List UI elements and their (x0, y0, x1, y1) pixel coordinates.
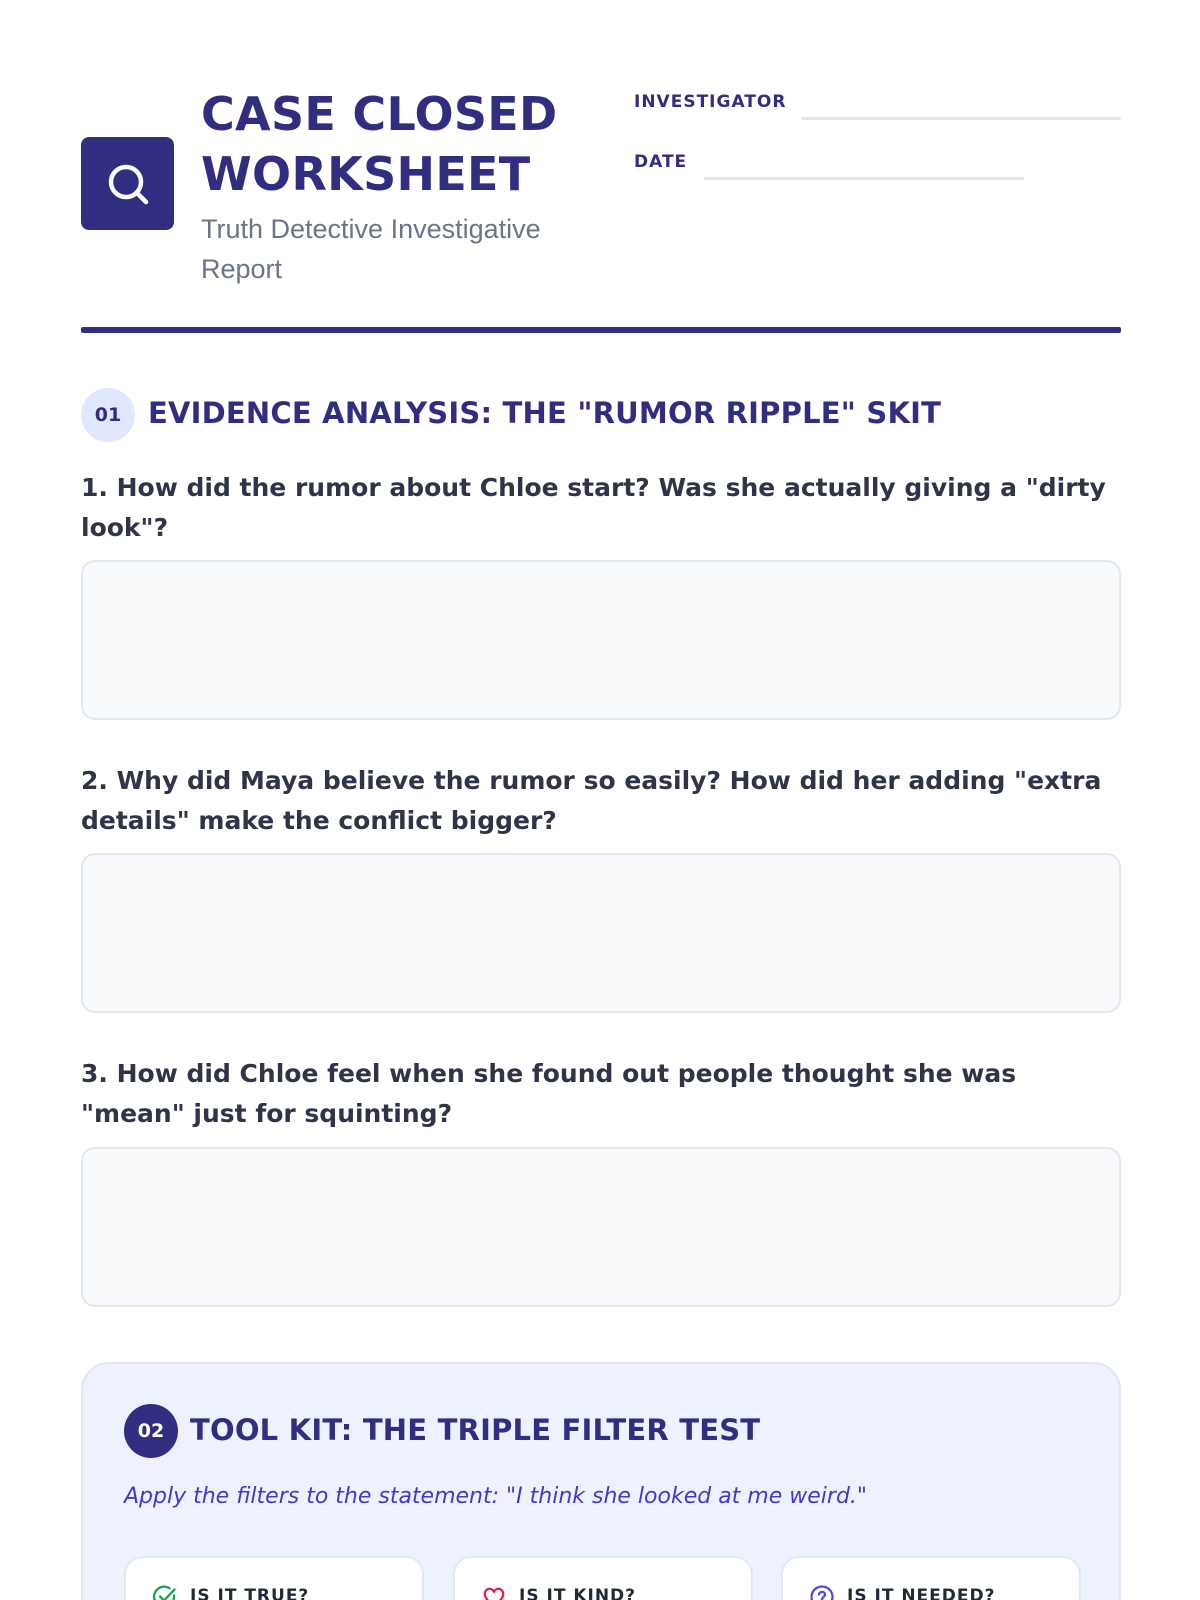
filter-card-needed[interactable] (781, 1556, 1081, 1600)
date-label: DATE (634, 152, 688, 172)
question-circle-icon (809, 1584, 835, 1600)
section-1-number: 01 (81, 388, 135, 442)
filter-label-needed: IS IT NEEDED? (847, 1586, 996, 1600)
filter-label-kind: IS IT KIND? (519, 1586, 637, 1600)
investigator-field[interactable] (801, 117, 1121, 120)
filter-card-true[interactable] (124, 1556, 424, 1600)
filter-label-true: IS IT TRUE? (190, 1586, 310, 1600)
question-3: 3. How did Chloe feel when she found out people thought she was "mean" just for squinting? (81, 1059, 1017, 1128)
toolkit-panel (81, 1362, 1121, 1600)
section-1-title: EVIDENCE ANALYSIS: THE "RUMOR RIPPLE" SKIT (148, 396, 942, 430)
worksheet-header (81, 0, 1121, 335)
page-title (201, 84, 591, 204)
worksheet-page (81, 0, 1121, 1600)
answer-box-2[interactable] (81, 853, 1121, 1013)
logo-badge (81, 137, 174, 230)
question-2: 2. Why did Maya believe the rumor so easily? How did her adding "extra details" make the conflict bigger? (81, 766, 1102, 835)
investigator-label: INVESTIGATOR (634, 92, 787, 112)
date-field[interactable] (704, 177, 1024, 180)
answer-box-1[interactable] (81, 560, 1121, 720)
page-title-line-1: CASE CLOSED (201, 87, 558, 141)
section-2-title: TOOL KIT: THE TRIPLE FILTER TEST (190, 1413, 761, 1447)
filter-card-kind[interactable] (453, 1556, 753, 1600)
question-1: 1. How did the rumor about Chloe start? Was she actually giving a "dirty look"? (81, 473, 1106, 542)
answer-box-3[interactable] (81, 1147, 1121, 1307)
header-divider (81, 327, 1121, 333)
heart-icon (481, 1584, 507, 1600)
page-title-line-2: WORKSHEET (201, 147, 531, 201)
page-subtitle: Truth Detective Investigative Report (201, 214, 541, 284)
section-2-number: 02 (124, 1404, 178, 1458)
toolkit-instruction: Apply the filters to the statement: "I think she looked at me weird." (124, 1484, 868, 1509)
check-circle-icon (152, 1584, 178, 1600)
